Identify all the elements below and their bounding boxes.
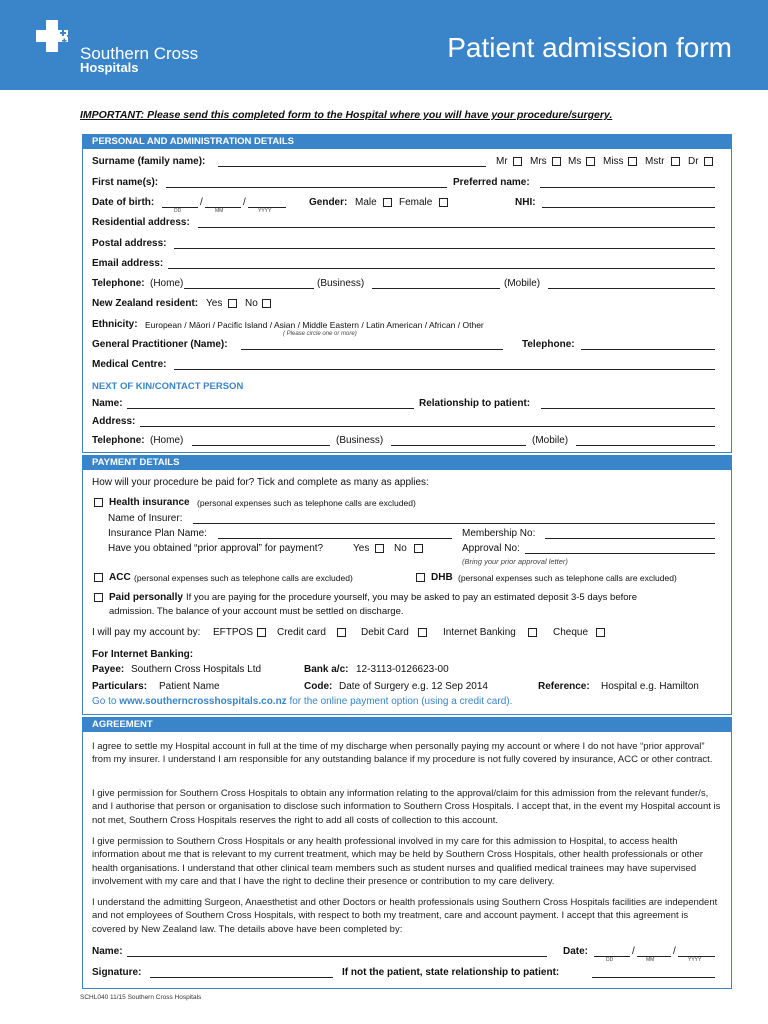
personal-section-frame (82, 134, 732, 453)
ethnicity-label: Ethnicity: (92, 319, 138, 330)
payee-value: Southern Cross Hospitals Ltd (131, 664, 262, 675)
payment-website-link[interactable]: www.southerncrosshospitals.co.nz (119, 696, 287, 707)
dob-dd-hint: DD (174, 208, 182, 214)
title-ms-label: Ms (568, 156, 582, 167)
insurer-name-input[interactable] (193, 523, 715, 524)
membership-no-label: Membership No: (462, 528, 536, 539)
nz-resident-yes-label: Yes (206, 298, 223, 309)
title-mrs-checkbox[interactable] (552, 157, 561, 166)
agreement-section-heading: AGREEMENT (82, 717, 732, 732)
agreement-mm-hint: MM (646, 957, 655, 963)
prior-approval-yes-checkbox[interactable] (375, 544, 384, 553)
relationship-to-patient-label: If not the patient, state relationship to patient: (342, 967, 560, 978)
footer-code: SCHL040 11/15 Southern Cross Hospitals (80, 994, 202, 1001)
title-dr-checkbox[interactable] (704, 157, 713, 166)
agreement-dd-hint: DD (606, 957, 614, 963)
nhi-input[interactable] (542, 207, 715, 208)
prior-approval-yes-label: Yes (353, 543, 370, 554)
surname-input[interactable] (218, 166, 486, 167)
paid-personally-label: Paid personally (109, 592, 183, 603)
nz-resident-label: New Zealand resident: (92, 298, 199, 309)
agreement-date-separator-1: / (632, 946, 635, 957)
payment-section-heading: PAYMENT DETAILS (82, 455, 732, 470)
approval-no-label: Approval No: (462, 543, 520, 554)
agreement-yyyy-hint: YYYY (688, 957, 702, 963)
residential-address-label: Residential address: (92, 217, 190, 228)
telephone-mobile-input[interactable] (548, 288, 715, 289)
title-mr-checkbox[interactable] (513, 157, 522, 166)
dhb-label: DHB (431, 572, 453, 583)
reference-value: Hospital e.g. Hamilton (601, 681, 699, 692)
gp-name-label: General Practitioner (Name): (92, 339, 228, 350)
goto-text: Go to (92, 696, 117, 707)
title-mrs-label: Mrs (530, 156, 547, 167)
kin-telephone-home-input[interactable] (192, 445, 330, 446)
kin-telephone-business-input[interactable] (391, 445, 526, 446)
postal-address-label: Postal address: (92, 238, 167, 249)
payee-label: Payee: (92, 664, 125, 675)
dob-mm-hint: MM (215, 208, 224, 214)
kin-address-input[interactable] (140, 426, 715, 427)
gp-telephone-label: Telephone: (522, 339, 575, 350)
internet-banking-heading: For Internet Banking: (92, 649, 194, 660)
important-notice (80, 109, 612, 121)
gender-label: Gender: (309, 197, 348, 208)
pay-by-label: I will pay my account by: (92, 627, 201, 638)
agreement-name-label: Name: (92, 946, 123, 957)
health-insurance-checkbox[interactable] (94, 498, 103, 507)
southern-cross-logo-icon (36, 20, 78, 62)
medical-centre-label: Medical Centre: (92, 359, 167, 370)
online-payment-line (92, 696, 512, 707)
health-insurance-note: (personal expenses such as telephone calls are excluded) (197, 498, 416, 508)
reference-label: Reference: (538, 681, 590, 692)
postal-address-input[interactable] (174, 248, 715, 249)
residential-address-input[interactable] (198, 227, 715, 228)
payment-section-frame (82, 455, 732, 715)
health-insurance-label: Health insurance (109, 497, 190, 508)
acc-checkbox[interactable] (94, 573, 103, 582)
nz-resident-no-checkbox[interactable] (262, 299, 271, 308)
gender-female-checkbox[interactable] (439, 198, 448, 207)
nz-resident-no-label: No (245, 298, 258, 309)
agreement-name-input[interactable] (127, 956, 547, 957)
surname-label: Surname (family name): (92, 156, 206, 167)
telephone-label: Telephone: (92, 278, 145, 289)
pay-internet-banking-checkbox[interactable] (528, 628, 537, 637)
insurer-name-label: Name of Insurer: (108, 513, 183, 524)
goto-rest-text: for the online payment option (using a credit card). (289, 696, 513, 707)
agreement-date-separator-2: / (673, 946, 676, 957)
title-mstr-label: Mstr (645, 156, 665, 167)
page-header (0, 0, 768, 90)
membership-no-input[interactable] (545, 538, 715, 539)
pay-cheque-checkbox[interactable] (596, 628, 605, 637)
signature-input[interactable] (150, 977, 333, 978)
next-of-kin-heading: NEXT OF KIN/CONTACT PERSON (92, 381, 244, 392)
particulars-value: Patient Name (159, 681, 220, 692)
nhi-label: NHI: (515, 197, 536, 208)
title-ms-checkbox[interactable] (586, 157, 595, 166)
payment-question: How will your procedure be paid for? Tick and complete as many as applies: (92, 477, 429, 488)
telephone-home-input[interactable] (184, 288, 314, 289)
bank-account-value: 12-3113-0126623-00 (356, 664, 449, 675)
title-miss-label: Miss (603, 156, 624, 167)
agreement-paragraph-4: I understand the admitting Surgeon, Anaesthetist and other Doctors or health professionals using Southern Cross Hospitals facilities are independent and not employees of Southern Cross Hospitals, with respect to both my treatment, care and account payment. I accept that this agreement is covered by New Zealand law. The details above have been completed by: (92, 897, 718, 935)
first-names-label: First name(s): (92, 177, 159, 188)
email-address-input[interactable] (168, 268, 715, 269)
telephone-mobile-label: (Mobile) (504, 278, 541, 289)
preferred-name-input[interactable] (540, 187, 715, 188)
brand-subname: Hospitals (80, 60, 139, 75)
telephone-home-label: (Home) (150, 278, 184, 289)
paid-personally-text-2: admission. The balance of your account must be settled on discharge. (109, 606, 404, 617)
code-label: Code: (304, 681, 333, 692)
gp-name-input[interactable] (241, 349, 503, 350)
agreement-paragraph-2: I give permission for Southern Cross Hospitals to obtain any information relating to the approval/claim for this admission from the relevant funder/s, and I authorise that person or organisation to disclose such information to Southern Cross Hospitals. I accept that, in the event my Hospital account is not met, Southern Cross Hospitals reserves the right to add all costs of collection to this account. (92, 788, 721, 826)
kin-telephone-mobile-input[interactable] (576, 445, 715, 446)
dhb-checkbox[interactable] (416, 573, 425, 582)
agreement-date-label: Date: (563, 946, 589, 957)
gp-telephone-input[interactable] (581, 349, 715, 350)
dob-label: Date of birth: (92, 197, 155, 208)
dob-separator-1: / (200, 197, 203, 208)
gender-male-checkbox[interactable] (383, 198, 392, 207)
approval-note: (Bring your prior approval letter) (462, 557, 568, 566)
pay-debit-card-label: Debit Card (361, 627, 409, 638)
ethnicity-note: ( Please circle one or more) (283, 331, 357, 337)
gender-male-label: Male (355, 197, 377, 208)
agreement-paragraph-3: I give permission to Southern Cross Hospitals or any health professional involved in my care for this admission to Hospital, to access health information about me that is relevant to my current treatment, which may be held by Southern Cross Hospitals, other health professionals or other health organisations. I understand that other clinical team members such as student nurses and qualified medical trainees may have supervised involvement with my care and that I have the right to decline their presence or contribution to my care delivery. (92, 836, 703, 888)
pay-eftpos-label: EFTPOS (213, 627, 254, 638)
gender-female-label: Female (399, 197, 433, 208)
first-names-input[interactable] (166, 187, 447, 188)
prior-approval-no-checkbox[interactable] (414, 544, 423, 553)
kin-relationship-label: Relationship to patient: (419, 398, 531, 409)
kin-telephone-mobile-label: (Mobile) (532, 435, 569, 446)
paid-personally-text-1: If you are paying for the procedure yourself, you may be asked to pay an estimated deposit 3-5 days before (186, 592, 637, 603)
ethnicity-options[interactable]: European / Māori / Pacific Island / Asian / Middle Eastern / Latin American / African / Other (145, 320, 484, 330)
page-title: Patient admission form (447, 32, 732, 63)
relationship-to-patient-input[interactable] (592, 977, 715, 978)
pay-internet-banking-label: Internet Banking (443, 627, 516, 638)
kin-telephone-business-label: (Business) (336, 435, 384, 446)
kin-name-label: Name: (92, 398, 123, 409)
title-mr-label: Mr (496, 156, 508, 167)
pay-credit-card-label: Credit card (277, 627, 326, 638)
kin-relationship-input[interactable] (541, 408, 715, 409)
prior-approval-no-label: No (394, 543, 407, 554)
pay-credit-card-checkbox[interactable] (337, 628, 346, 637)
kin-telephone-label: Telephone: (92, 435, 145, 446)
pay-debit-card-checkbox[interactable] (418, 628, 427, 637)
dob-yyyy-hint: YYYY (258, 208, 272, 214)
kin-address-label: Address: (92, 416, 136, 427)
pay-eftpos-checkbox[interactable] (257, 628, 266, 637)
code-value: Date of Surgery e.g. 12 Sep 2014 (339, 681, 488, 692)
signature-label: Signature: (92, 967, 142, 978)
acc-note: (personal expenses such as telephone calls are excluded) (134, 573, 353, 583)
particulars-label: Particulars: (92, 681, 148, 692)
brand-name: Southern Cross (80, 44, 199, 63)
pay-cheque-label: Cheque (553, 627, 589, 638)
acc-label: ACC (109, 572, 131, 583)
dhb-note: (personal expenses such as telephone calls are excluded) (458, 573, 677, 583)
agreement-paragraph-1: I agree to settle my Hospital account in full at the time of my discharge when personally paying my account or where I do not have “prior approval” from my insurer. I understand I am responsible for any outstanding balance if my procedure is not fully covered by insurance, ACC or other contract. (92, 741, 713, 766)
insurance-plan-input[interactable] (218, 538, 452, 539)
nz-resident-yes-checkbox[interactable] (228, 299, 237, 308)
dob-separator-2: / (243, 197, 246, 208)
insurance-plan-label: Insurance Plan Name: (108, 528, 207, 539)
title-mstr-checkbox[interactable] (671, 157, 680, 166)
important-text: IMPORTANT: Please send this completed form to the Hospital where you will have your procedure/surgery. (80, 109, 613, 121)
personal-section-heading: PERSONAL AND ADMINISTRATION DETAILS (82, 134, 732, 149)
medical-centre-input[interactable] (174, 369, 715, 370)
kin-name-input[interactable] (127, 408, 414, 409)
telephone-business-label: (Business) (317, 278, 365, 289)
email-address-label: Email address: (92, 258, 164, 269)
title-dr-label: Dr (688, 156, 699, 167)
preferred-name-label: Preferred name: (453, 177, 530, 188)
kin-telephone-home-label: (Home) (150, 435, 184, 446)
title-miss-checkbox[interactable] (628, 157, 637, 166)
approval-no-input[interactable] (525, 553, 715, 554)
telephone-business-input[interactable] (372, 288, 500, 289)
paid-personally-checkbox[interactable] (94, 593, 103, 602)
prior-approval-label: Have you obtained “prior approval” for payment? (108, 543, 324, 554)
bank-account-label: Bank a/c: (304, 664, 349, 675)
